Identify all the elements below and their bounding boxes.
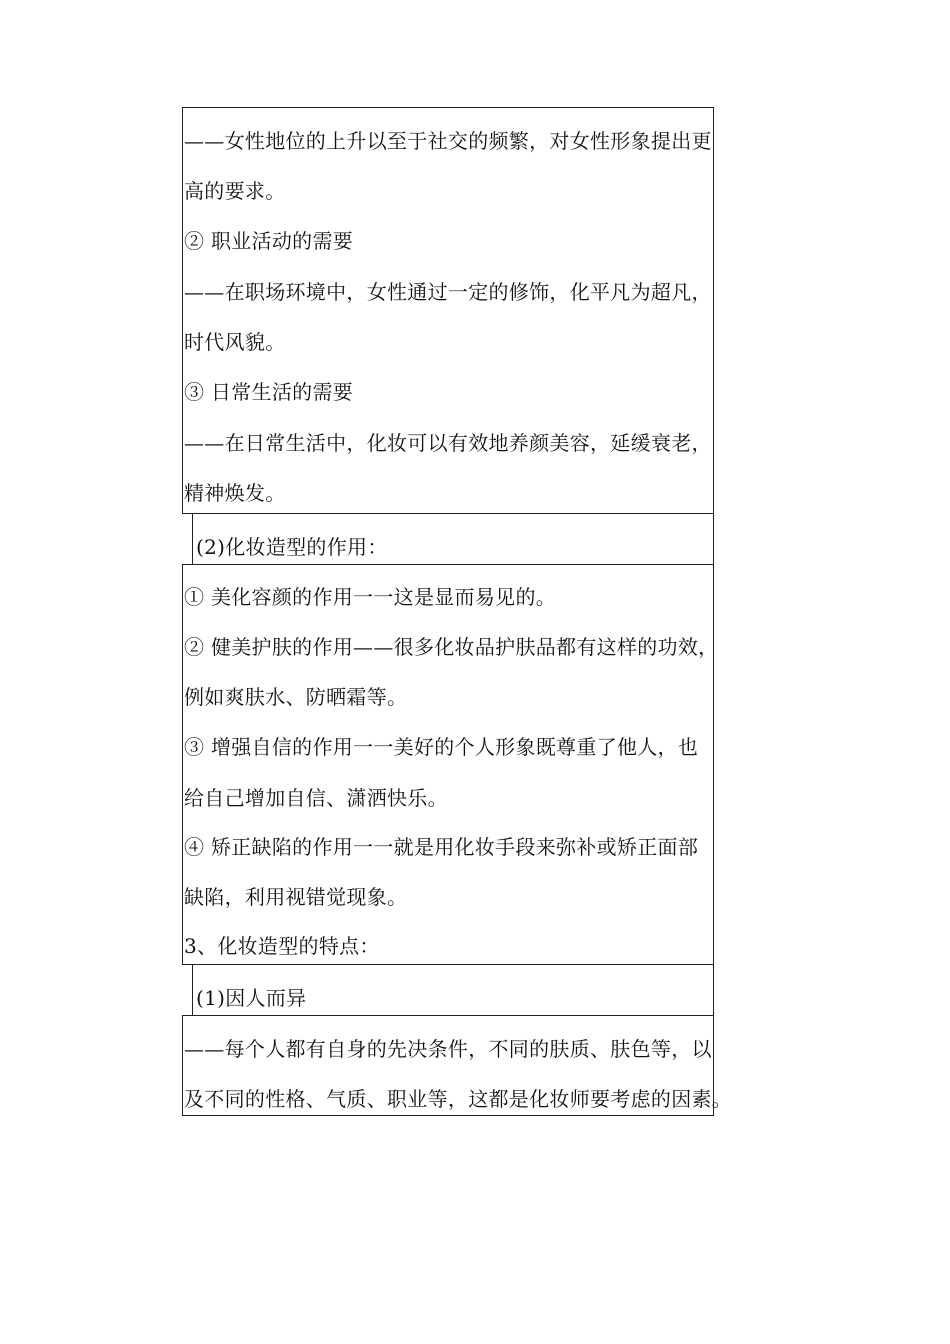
text-line: ——每个人都有自身的先决条件，不同的肤质、肤色等，以: [184, 1037, 712, 1061]
text-line: ——在职场环境中，女性通过一定的修饰，化平凡为超凡，: [184, 280, 712, 304]
text-line: ——女性地位的上升以至于社交的频繁，对女性形象提出更: [184, 129, 712, 153]
text-line: 缺陷，利用视错觉现象。: [184, 885, 408, 909]
text-line: 精神焕发。: [184, 481, 286, 505]
text-line: ① 美化容颜的作用一一这是显而易见的。: [184, 585, 557, 609]
text-line: ② 职业活动的需要: [184, 229, 354, 253]
text-line: 3、化妆造型的特点：: [184, 934, 380, 958]
text-line: ④ 矫正缺陷的作用一一就是用化妆手段来弥补或矫正面部: [184, 835, 699, 859]
text-line: 高的要求。: [184, 179, 286, 203]
section-heading: (1)因人而异: [196, 986, 307, 1010]
text-line: 例如爽肤水、防晒霜等。: [184, 685, 408, 709]
section-heading: (2)化妆造型的作用：: [196, 535, 388, 559]
text-line: 及不同的性格、气质、职业等，这都是化妆师要考虑的因素。: [184, 1087, 733, 1111]
text-line: 给自己增加自信、潇洒快乐。: [184, 786, 448, 810]
text-line: ——在日常生活中，化妆可以有效地养颜美容，延缓衰老，: [184, 431, 712, 455]
text-line: ③ 增强自信的作用一一美好的个人形象既尊重了他人，也: [184, 735, 699, 759]
text-line: 时代风貌。: [184, 330, 286, 354]
text-line: ② 健美护肤的作用——很多化妆品护肤品都有这样的功效，: [184, 635, 719, 659]
text-line: ③ 日常生活的需要: [184, 380, 354, 404]
